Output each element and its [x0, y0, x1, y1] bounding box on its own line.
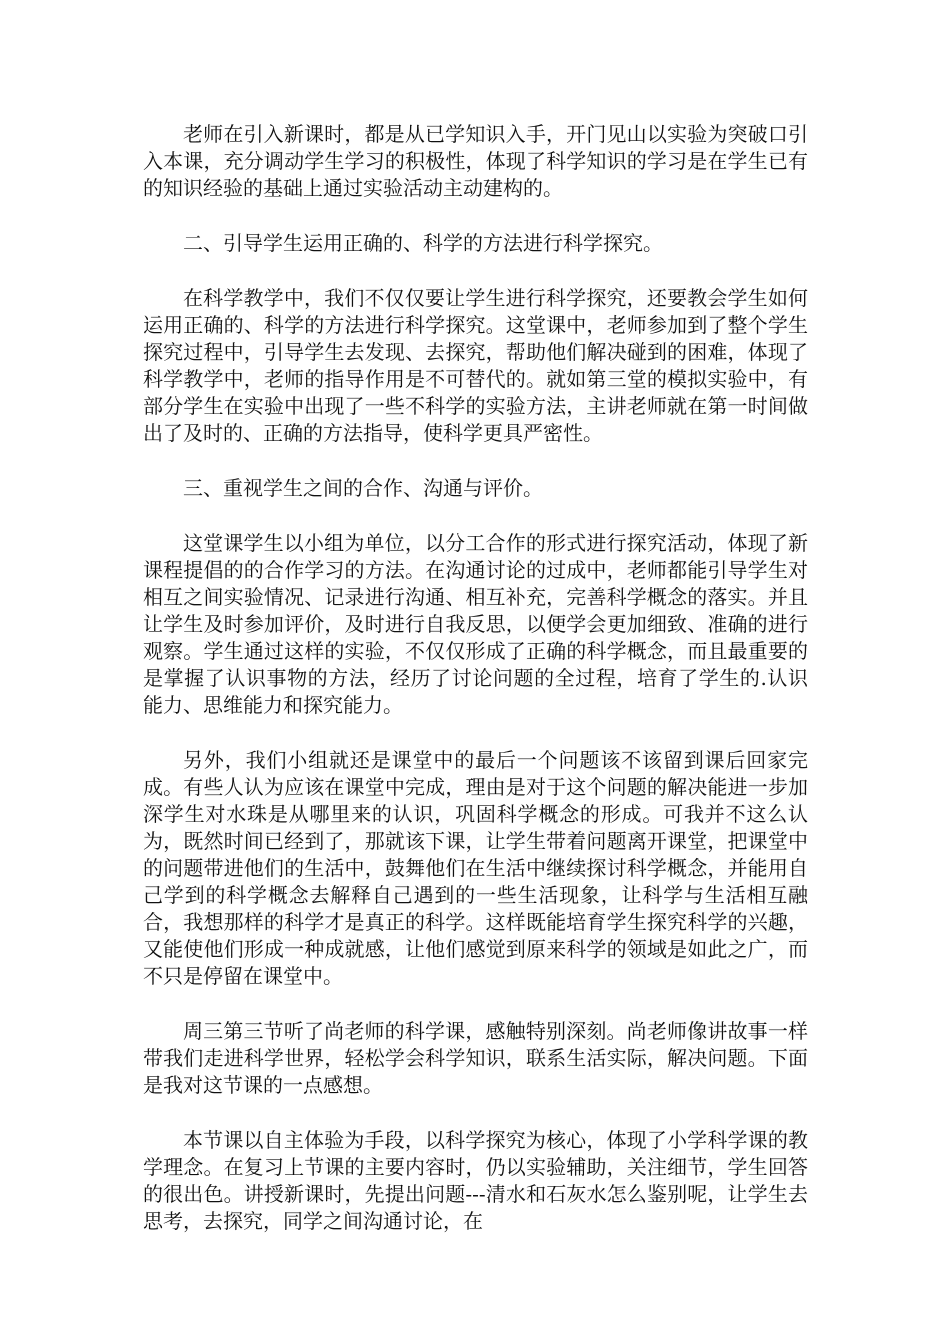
- paragraph-intro: 老师在引入新课时，都是从已学知识入手，开门见山以实验为突破口引入本课，充分调动学生学习的积极性，体现了科学知识的学习是在学生已有的知识经验的基础上通过实验活动主动建构的。: [143, 122, 808, 200]
- paragraph-cooperation: 这堂课学生以小组为单位，以分工合作的形式进行探究活动，体现了新课程提倡的的合作学习的方法。在沟通讨论的过成中，老师都能引导学生对相互之间实验情况、记录进行沟通、相互补充，完善科学概念的落实。并且让学生及时参加评价，及时进行自我反思，以便学会更加细致、准确的进行观察。学生通过这样的实验，不仅仅形成了正确的科学概念，而且最重要的是掌握了认识事物的方法，经历了讨论问题的全过程，培育了学生的.认识能力、思维能力和探究能力。: [143, 531, 808, 717]
- section-heading-2: 二、引导学生运用正确的、科学的方法进行科学探究。: [183, 231, 663, 255]
- section-heading-3: 三、重视学生之间的合作、沟通与评价。: [183, 476, 543, 500]
- document-body: [143, 121, 808, 1263]
- paragraph-homework: 另外，我们小组就还是课堂中的最后一个问题该不该留到课后回家完成。有些人认为应该在课堂中完成，理由是对于这个问题的解决能进一步加深学生对水珠是从哪里来的认识，巩固科学概念的形成。可我并不这么认为，既然时间已经到了，那就该下课，让学生带着问题离开课堂，把课堂中的问题带进他们的生活中，鼓舞他们在生活中继续探讨科学概念，并能用自己学到的科学概念去解释自己遇到的一些生活现象，让科学与生活相互融合，我想那样的科学才是真正的科学。这样既能培育学生探究科学的兴趣，又能使他们形成一种成就感，让他们感觉到原来科学的领域是如此之广，而不只是停留在课堂中。: [143, 748, 808, 988]
- paragraph-wednesday: 周三第三节听了尚老师的科学课，感触特别深刻。尚老师像讲故事一样带我们走进科学世界，轻松学会科学知识，联系生活实际，解决问题。下面是我对这节课的一点感想。: [143, 1019, 808, 1097]
- paragraph-lesson: 本节课以自主体验为手段，以科学探究为核心，体现了小学科学课的教学理念。在复习上节课的主要内容时，仍以实验辅助，关注细节，学生回答的很出色。讲授新课时，先提出问题---清水和石灰水怎么鉴别呢，让学生去思考，去探究，同学之间沟通讨论，在: [143, 1128, 808, 1233]
- paragraph-method: 在科学教学中，我们不仅仅要让学生进行科学探究，还要教会学生如何运用正确的、科学的方法进行科学探究。这堂课中，老师参加到了整个学生探究过程中，引导学生去发现、去探究，帮助他们解决碰到的困难，体现了科学教学中，老师的指导作用是不可替代的。就如第三堂的模拟实验中，有部分学生在实验中出现了一些不科学的实验方法，主讲老师就在第一时间做出了及时的、正确的方法指导，使科学更具严密性。: [143, 286, 808, 445]
